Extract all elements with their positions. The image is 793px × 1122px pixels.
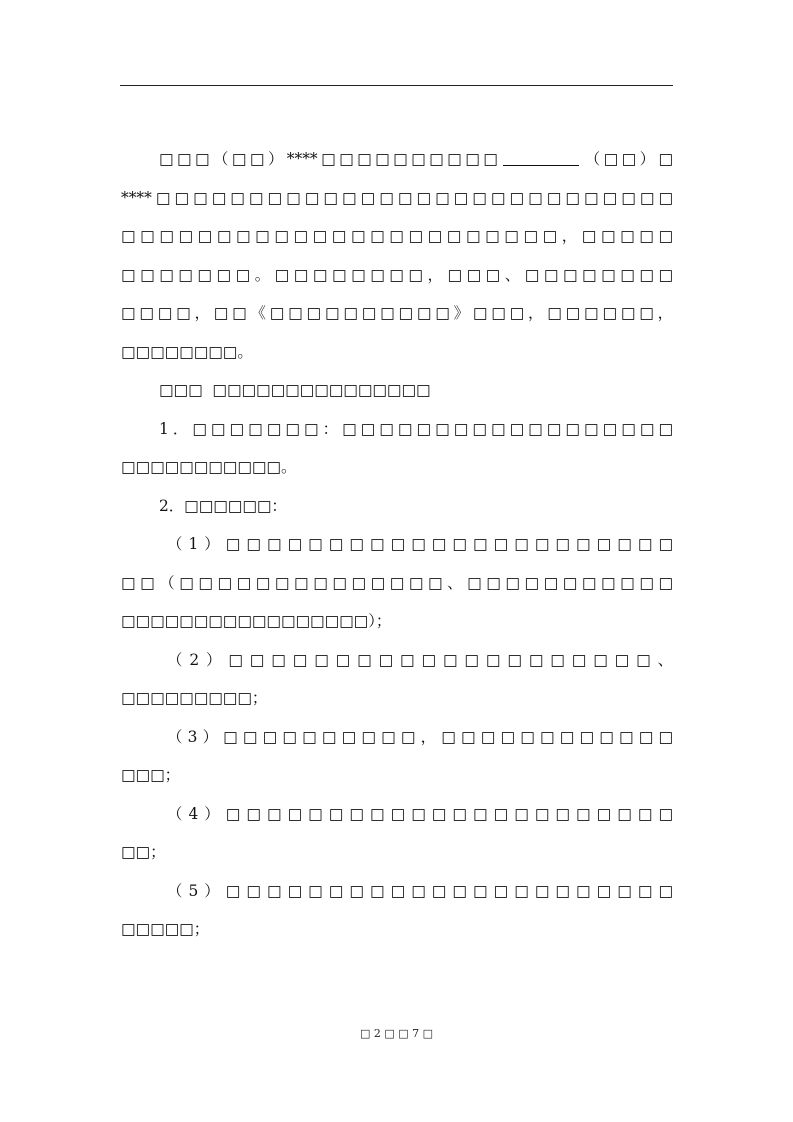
paragraph-line: □□□□□□□□。 (121, 342, 253, 361)
item-line: □□□□□□□□□□□。 (121, 458, 297, 476)
contract-intro-text: □□□（□□）****□□□□□□□□□□ (159, 150, 502, 168)
header-rule (120, 85, 673, 86)
item-line: 2．□□□□□□： (159, 496, 287, 515)
contract-intro-text-cont: （□□）□ (581, 150, 673, 168)
sub-item-line: □□□□□□□□□； (121, 689, 268, 707)
sub-item-line: □□□； (121, 766, 181, 784)
article-heading (121, 371, 673, 410)
sub-item-line: □□□□□； (121, 920, 210, 938)
article-label: □□□ (159, 381, 203, 399)
sub-item-line: （1）□□□□□□□□□□□□□□□□□□□□□□ (167, 535, 673, 553)
paragraph-line: □□□□□□□□□□□□□□□□□□□□□□□，□□□□□ (121, 227, 673, 245)
sub-item-line: □□□□□□□□□□□□□□□□□）； (121, 612, 392, 630)
paragraph-line: □□□□，□□《□□□□□□□□□□》□□□，□□□□□□， (121, 304, 673, 322)
sub-item-line: （5）□□□□□□□□□□□□□□□□□□□□□□ (167, 881, 673, 900)
sub-item-line: （4）□□□□□□□□□□□□□□□□□□□□□□ (167, 804, 673, 823)
paragraph-line: ****□□□□□□□□□□□□□□□□□□□□□□□□□□□□ (121, 188, 673, 207)
party-b-blank-field[interactable] (503, 150, 579, 166)
paragraph-line: □□□□□□□。□□□□□□□□，□□□、□□□□□□□□ (121, 265, 673, 284)
sub-item-line: □□（□□□□□□□□□□□□□□、□□□□□□□□□□□ (121, 573, 673, 592)
sub-item-line: （3）□□□□□□□□□□，□□□□□□□□□□□□ (167, 727, 673, 746)
article-title: □□□□□□□□□□□□□□□ (212, 381, 431, 399)
document-body (121, 140, 673, 949)
page-number: □ 2 □ □ 7 □ (359, 1027, 434, 1040)
paragraph-line (121, 140, 673, 179)
sub-item-line: （2）□□□□□□□□□□□□□□□□□□□□、 (167, 650, 673, 669)
item-line: 1．□□□□□□□：□□□□□□□□□□□□□□□□□□ (159, 419, 673, 438)
sub-item-line: □□； (121, 843, 166, 861)
